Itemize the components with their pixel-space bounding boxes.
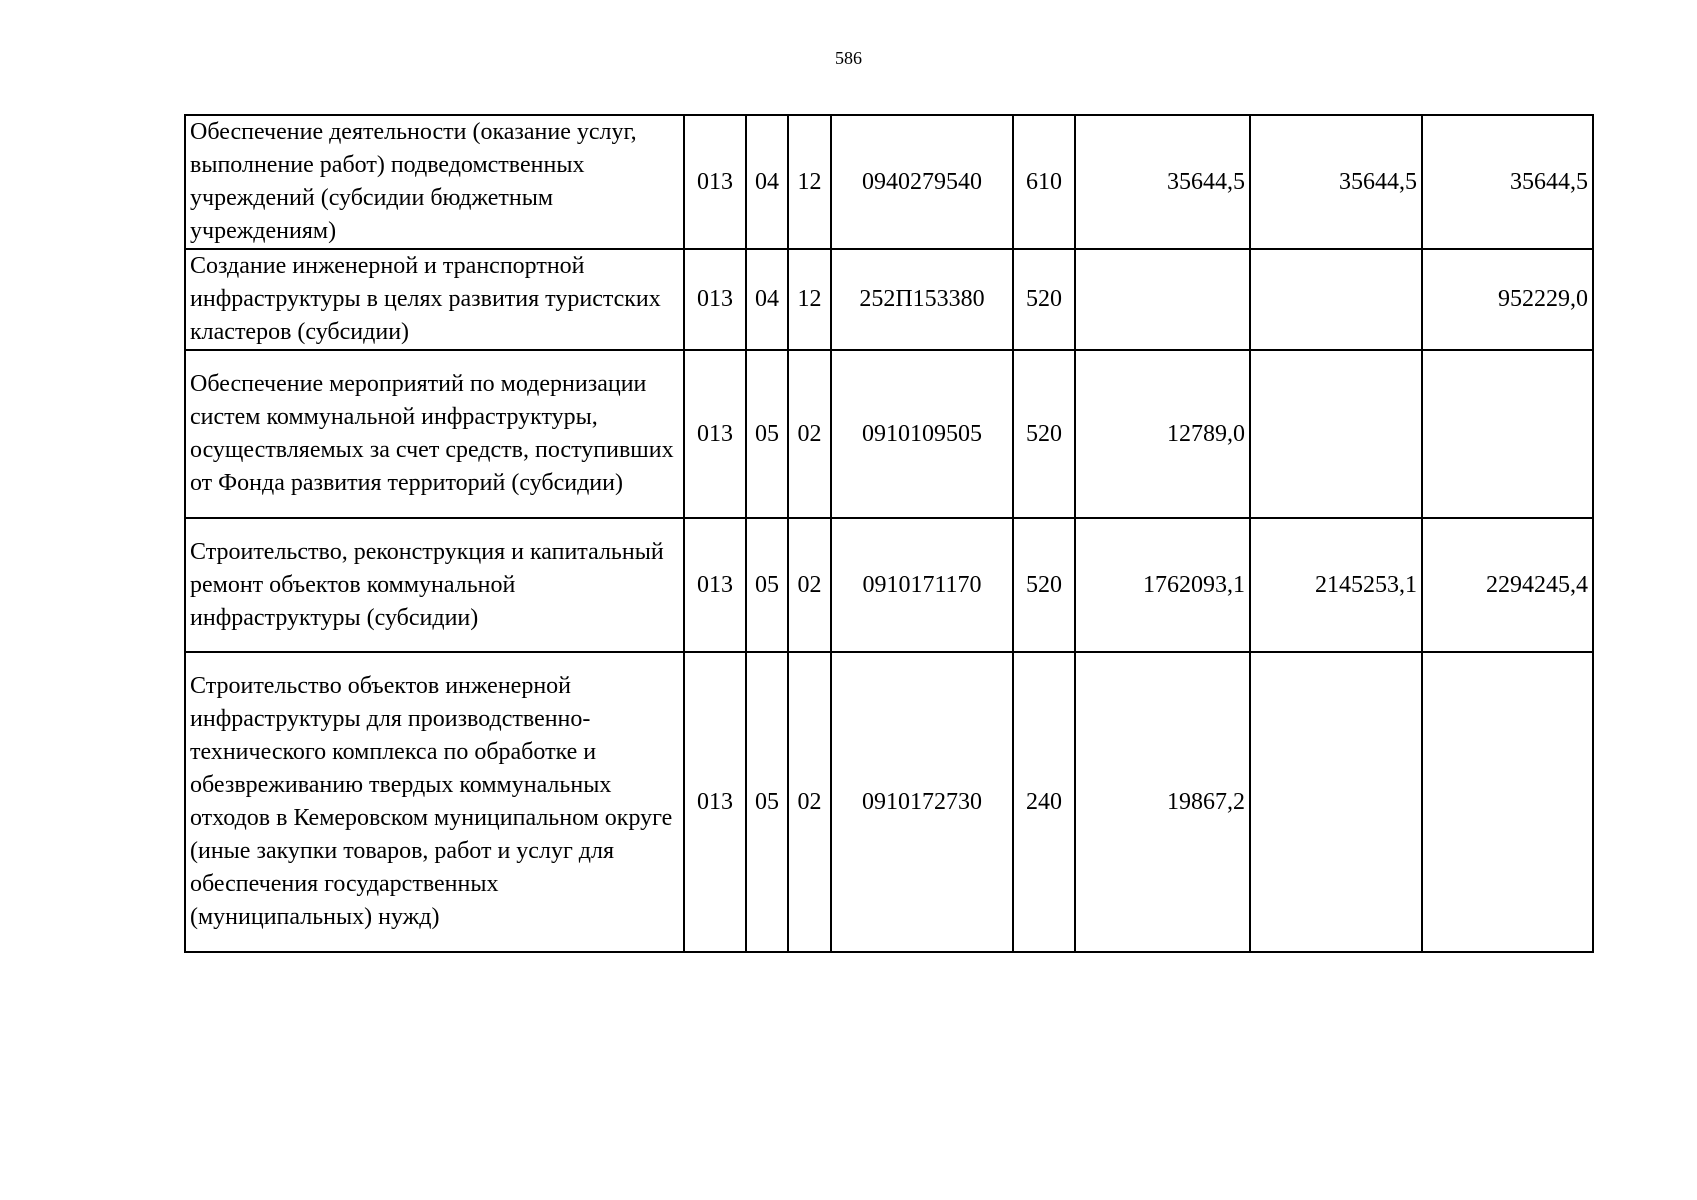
subsection-code: 02	[788, 652, 831, 952]
amount-2	[1250, 249, 1422, 350]
target-article-code: 0910109505	[831, 350, 1013, 518]
amount-3: 952229,0	[1422, 249, 1593, 350]
expense-type-code: 240	[1013, 652, 1075, 952]
amount-1: 12789,0	[1075, 350, 1250, 518]
table-row	[185, 518, 1593, 652]
ministry-code: 013	[684, 115, 746, 249]
expense-name: Обеспечение деятельности (оказание услуг, выполнение работ) подведомственных учреждений (субсидии бюджетным учреждениям)	[185, 115, 684, 249]
section-code: 04	[746, 249, 788, 350]
page-number: 586	[835, 48, 862, 68]
target-article-code: 252П153380	[831, 249, 1013, 350]
table-row	[185, 652, 1593, 952]
subsection-code: 12	[788, 115, 831, 249]
section-code: 05	[746, 652, 788, 952]
amount-1: 35644,5	[1075, 115, 1250, 249]
target-article-code: 0940279540	[831, 115, 1013, 249]
section-code: 05	[746, 350, 788, 518]
amount-2: 2145253,1	[1250, 518, 1422, 652]
ministry-code: 013	[684, 518, 746, 652]
amount-3	[1422, 350, 1593, 518]
amount-3: 35644,5	[1422, 115, 1593, 249]
budget-table	[184, 114, 1594, 953]
amount-1: 1762093,1	[1075, 518, 1250, 652]
expense-type-code: 520	[1013, 249, 1075, 350]
amount-2: 35644,5	[1250, 115, 1422, 249]
ministry-code: 013	[684, 249, 746, 350]
amount-3	[1422, 652, 1593, 952]
section-code: 05	[746, 518, 788, 652]
amount-2	[1250, 350, 1422, 518]
subsection-code: 02	[788, 350, 831, 518]
expense-name: Обеспечение мероприятий по модернизации систем коммунальной инфраструктуры, осуществляемых за счет средств, поступивших от Фонда развития территорий (субсидии)	[185, 350, 684, 518]
table-row	[185, 249, 1593, 350]
subsection-code: 02	[788, 518, 831, 652]
amount-1	[1075, 249, 1250, 350]
amount-2	[1250, 652, 1422, 952]
ministry-code: 013	[684, 350, 746, 518]
expense-name: Строительство, реконструкция и капитальный ремонт объектов коммунальной инфраструктуры (субсидии)	[185, 518, 684, 652]
section-code: 04	[746, 115, 788, 249]
expense-name: Строительство объектов инженерной инфраструктуры для производственно-технического комплекса по обработке и обезвреживанию твердых коммунальных отходов в Кемеровском муниципальном округе (иные закупки товаров, работ и услуг для обеспечения государственных (муниципальных) нужд)	[185, 652, 684, 952]
table-row	[185, 115, 1593, 249]
ministry-code: 013	[684, 652, 746, 952]
amount-1: 19867,2	[1075, 652, 1250, 952]
expense-type-code: 520	[1013, 350, 1075, 518]
expense-name: Создание инженерной и транспортной инфраструктуры в целях развития туристских кластеров (субсидии)	[185, 249, 684, 350]
target-article-code: 0910172730	[831, 652, 1013, 952]
target-article-code: 0910171170	[831, 518, 1013, 652]
subsection-code: 12	[788, 249, 831, 350]
table-row	[185, 350, 1593, 518]
amount-3: 2294245,4	[1422, 518, 1593, 652]
expense-type-code: 610	[1013, 115, 1075, 249]
expense-type-code: 520	[1013, 518, 1075, 652]
